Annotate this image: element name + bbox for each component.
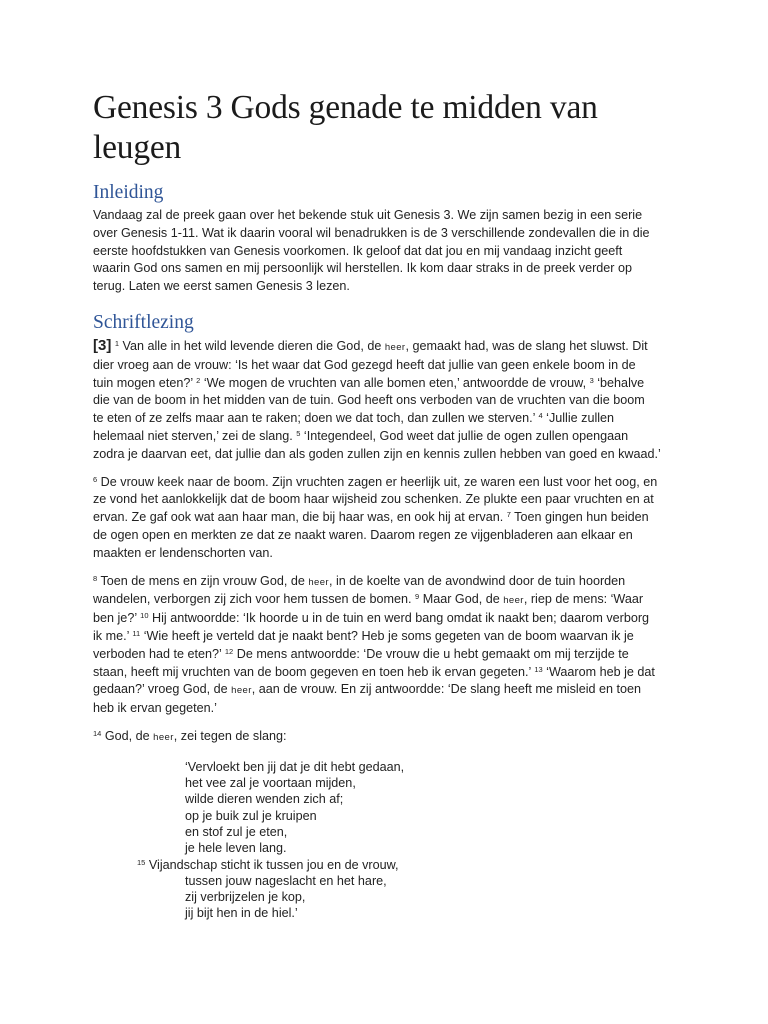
verse-text: verboden had te eten?’ [93, 646, 225, 661]
poem-block [93, 759, 678, 922]
text-line [93, 681, 678, 700]
text-line: ze vond het aanlokkelijk dat de boom haar wijsheid zou schenken. Ze plukte een paar vruchten en at [93, 492, 654, 507]
verse-number: 9 [415, 592, 420, 602]
verse-text: Van alle in het wild levende dieren die God, de [119, 338, 385, 353]
poem-line: jij bijt hen in de hiel.’ [185, 906, 298, 921]
text-line [93, 375, 678, 393]
verse-text: ‘behalve [593, 375, 645, 390]
lord-smallcaps: heer [153, 731, 174, 743]
verse-text: , riep de mens: ‘Waar [523, 592, 644, 607]
poem-line: ‘Vervloekt ben jij dat je dit hebt gedaan, [185, 759, 405, 774]
verse-text: ‘Jullie zullen [542, 411, 615, 426]
verse-text: te eten of ze zelfs maar aan te raken; doen we dat toch, dan zullen we sterven.’ [93, 411, 539, 426]
reading-paragraph-3 [93, 573, 678, 718]
intro-line: eerste hoofdstukken van Genesis voorkomen. Ik geloof dat dat jou en mij vandaag inzicht geeft [93, 243, 623, 258]
poem-line: zij verbrijzelen je kop, [185, 890, 306, 905]
verse-text: De mens antwoordde: ‘De vrouw die u hebt gemaakt om mij terzijde te [233, 646, 629, 661]
text-line [93, 628, 678, 646]
intro-line: Vandaag zal de preek gaan over het bekende stuk uit Genesis 3. We zijn samen bezig in een serie [93, 208, 643, 222]
poem-line: je hele leven lang. [185, 841, 287, 856]
verse-text: ervan. Ze gaf ook wat aan haar man, die bij haar was, en ook hij at ervan. [93, 510, 507, 525]
poem-line: wilde dieren wenden zich af; [185, 792, 344, 807]
verse-number: 8 [93, 573, 98, 583]
verse-number: 12 [224, 646, 234, 656]
text-line [93, 591, 678, 610]
text-line [93, 410, 678, 428]
text-line [93, 646, 678, 664]
reading-paragraph-1 [93, 337, 678, 464]
text-line: maakten er lendenschorten van. [93, 545, 273, 560]
poem-line [93, 857, 678, 873]
verse-text: gedaan?’ vroeg God, de [93, 682, 232, 697]
title-line-2: leugen [93, 129, 182, 166]
verse-text: De vrouw keek naar de boom. Zijn vruchten zagen er heerlijk uit, ze waren een lust voor het oog, en [97, 474, 658, 489]
lord-smallcaps: heer [231, 685, 252, 697]
verse-number: 5 [296, 428, 301, 438]
verse-text: ‘Wie heeft je verteld dat je naakt bent? Heb je soms gegeten van de boom waarvan ik je [140, 628, 634, 643]
lord-smallcaps: heer [503, 595, 524, 607]
lord-smallcaps: heer [384, 341, 406, 353]
verse-text: Hij antwoordde: ‘Ik hoorde u in de tuin en werd bang omdat ik naakt ben; daarom verborg [148, 611, 650, 626]
verse-number: 3 [589, 375, 594, 385]
verse-number: 4 [538, 411, 543, 421]
reading-paragraph-2 [93, 474, 678, 563]
text-line [93, 610, 678, 628]
text-line: zodra je daarvan eet, dat jullie dan als goden zullen zijn en kennis zullen hebben van goed en kwaad.’ [93, 446, 661, 461]
verse-text: ‘Waarom heb je dat [542, 664, 655, 679]
verse-number: 15 [137, 857, 146, 867]
title-line-1: Genesis 3 Gods genade te midden van [93, 89, 598, 126]
verse-text: Toen gingen hun beiden [510, 510, 649, 525]
intro-line: terug. Laten we eerst samen Genesis 3 lezen. [93, 279, 350, 294]
heading-schriftlezing: Schriftlezing [93, 311, 194, 333]
verse-number: 10 [140, 611, 149, 621]
verse-text: Toen de mens en zijn vrouw God, de [97, 573, 309, 588]
verse-text: , in de koelte van de avondwind door de tuin hoorden [328, 573, 626, 588]
verse-number: 6 [93, 474, 98, 484]
verse-text: staan, heeft mij vruchten van de boom gegeven en toen heb ik ervan gegeten.’ [93, 664, 535, 679]
verse-text: ben je?’ [93, 611, 141, 626]
verse-number: 2 [196, 375, 201, 385]
text-line [93, 664, 678, 682]
poem-line: op je buik zul je kruipen [185, 808, 317, 823]
verse-text: , aan de vrouw. En zij antwoordde: ‘De slang heeft me misleid en toen [251, 682, 642, 697]
text-line [93, 728, 678, 747]
intro-paragraph [93, 207, 678, 296]
verse-text: , zei tegen de slang: [173, 728, 287, 743]
poem-line: tussen jouw nageslacht en het hare, [185, 873, 387, 888]
verse-text: helemaal niet sterven,’ zei de slang. [93, 428, 297, 443]
lord-smallcaps: heer [308, 576, 329, 588]
verse-text: ‘We mogen de vruchten van alle bomen eten,’ antwoordde de vrouw, [200, 375, 590, 390]
document-page [93, 88, 678, 922]
poem-line: en stof zul je eten, [185, 824, 288, 839]
text-line [93, 573, 678, 592]
text-line [93, 428, 678, 446]
poem-line: het vee zal je voortaan mijden, [185, 776, 356, 791]
text-line: dier vroeg aan de vrouw: ‘Is het waar dat God gezegd heeft dat jullie van geen enkele boom in de [93, 357, 636, 372]
text-line: die van de boom in het midden van de tuin. God heeft ons verboden van de vruchten van die boom [93, 393, 645, 408]
verse-text: tuin mogen eten?’ [93, 375, 197, 390]
text-line: heb ik ervan gegeten.’ [93, 701, 217, 716]
verse-number: 11 [132, 628, 141, 638]
verse-text: Vijandschap sticht ik tussen jou en de vrouw, [145, 857, 399, 872]
intro-line: over Genesis 1-11. Wat ik daarin vooral wil benadrukken is de 3 verschillende zondevallen die in die [93, 225, 650, 240]
verse-number: 7 [506, 510, 511, 520]
verse-number: 14 [93, 728, 102, 738]
intro-line: waarin God ons samen en mij persoonlijk wil herstellen. Ik kom daar straks in de preek verder op [93, 261, 632, 276]
verse-text: ik me.’ [93, 628, 133, 643]
verse-number: 13 [534, 664, 543, 674]
chapter-number: [3] [93, 336, 112, 354]
verse-text: wandelen, verborgen zij zich voor hem tussen de bomen. [93, 592, 416, 607]
verse-text: God, de [101, 728, 154, 743]
reading-paragraph-4 [93, 728, 678, 747]
text-line [93, 509, 678, 527]
text-line: de ogen open en merkten ze dat ze naakt waren. Daarom regen ze vijgenbladeren aan elkaar en [93, 527, 633, 542]
heading-inleiding: Inleiding [93, 182, 164, 203]
text-line [93, 474, 678, 492]
page-title [93, 88, 678, 168]
verse-text: ‘Integendeel, God weet dat jullie de ogen zullen opengaan [300, 428, 629, 443]
verse-text: , gemaakt had, was de slang het sluwst. Dit [405, 338, 648, 353]
verse-text: Maar God, de [419, 592, 504, 607]
text-line [93, 337, 678, 357]
verse-number: 1 [114, 338, 120, 348]
